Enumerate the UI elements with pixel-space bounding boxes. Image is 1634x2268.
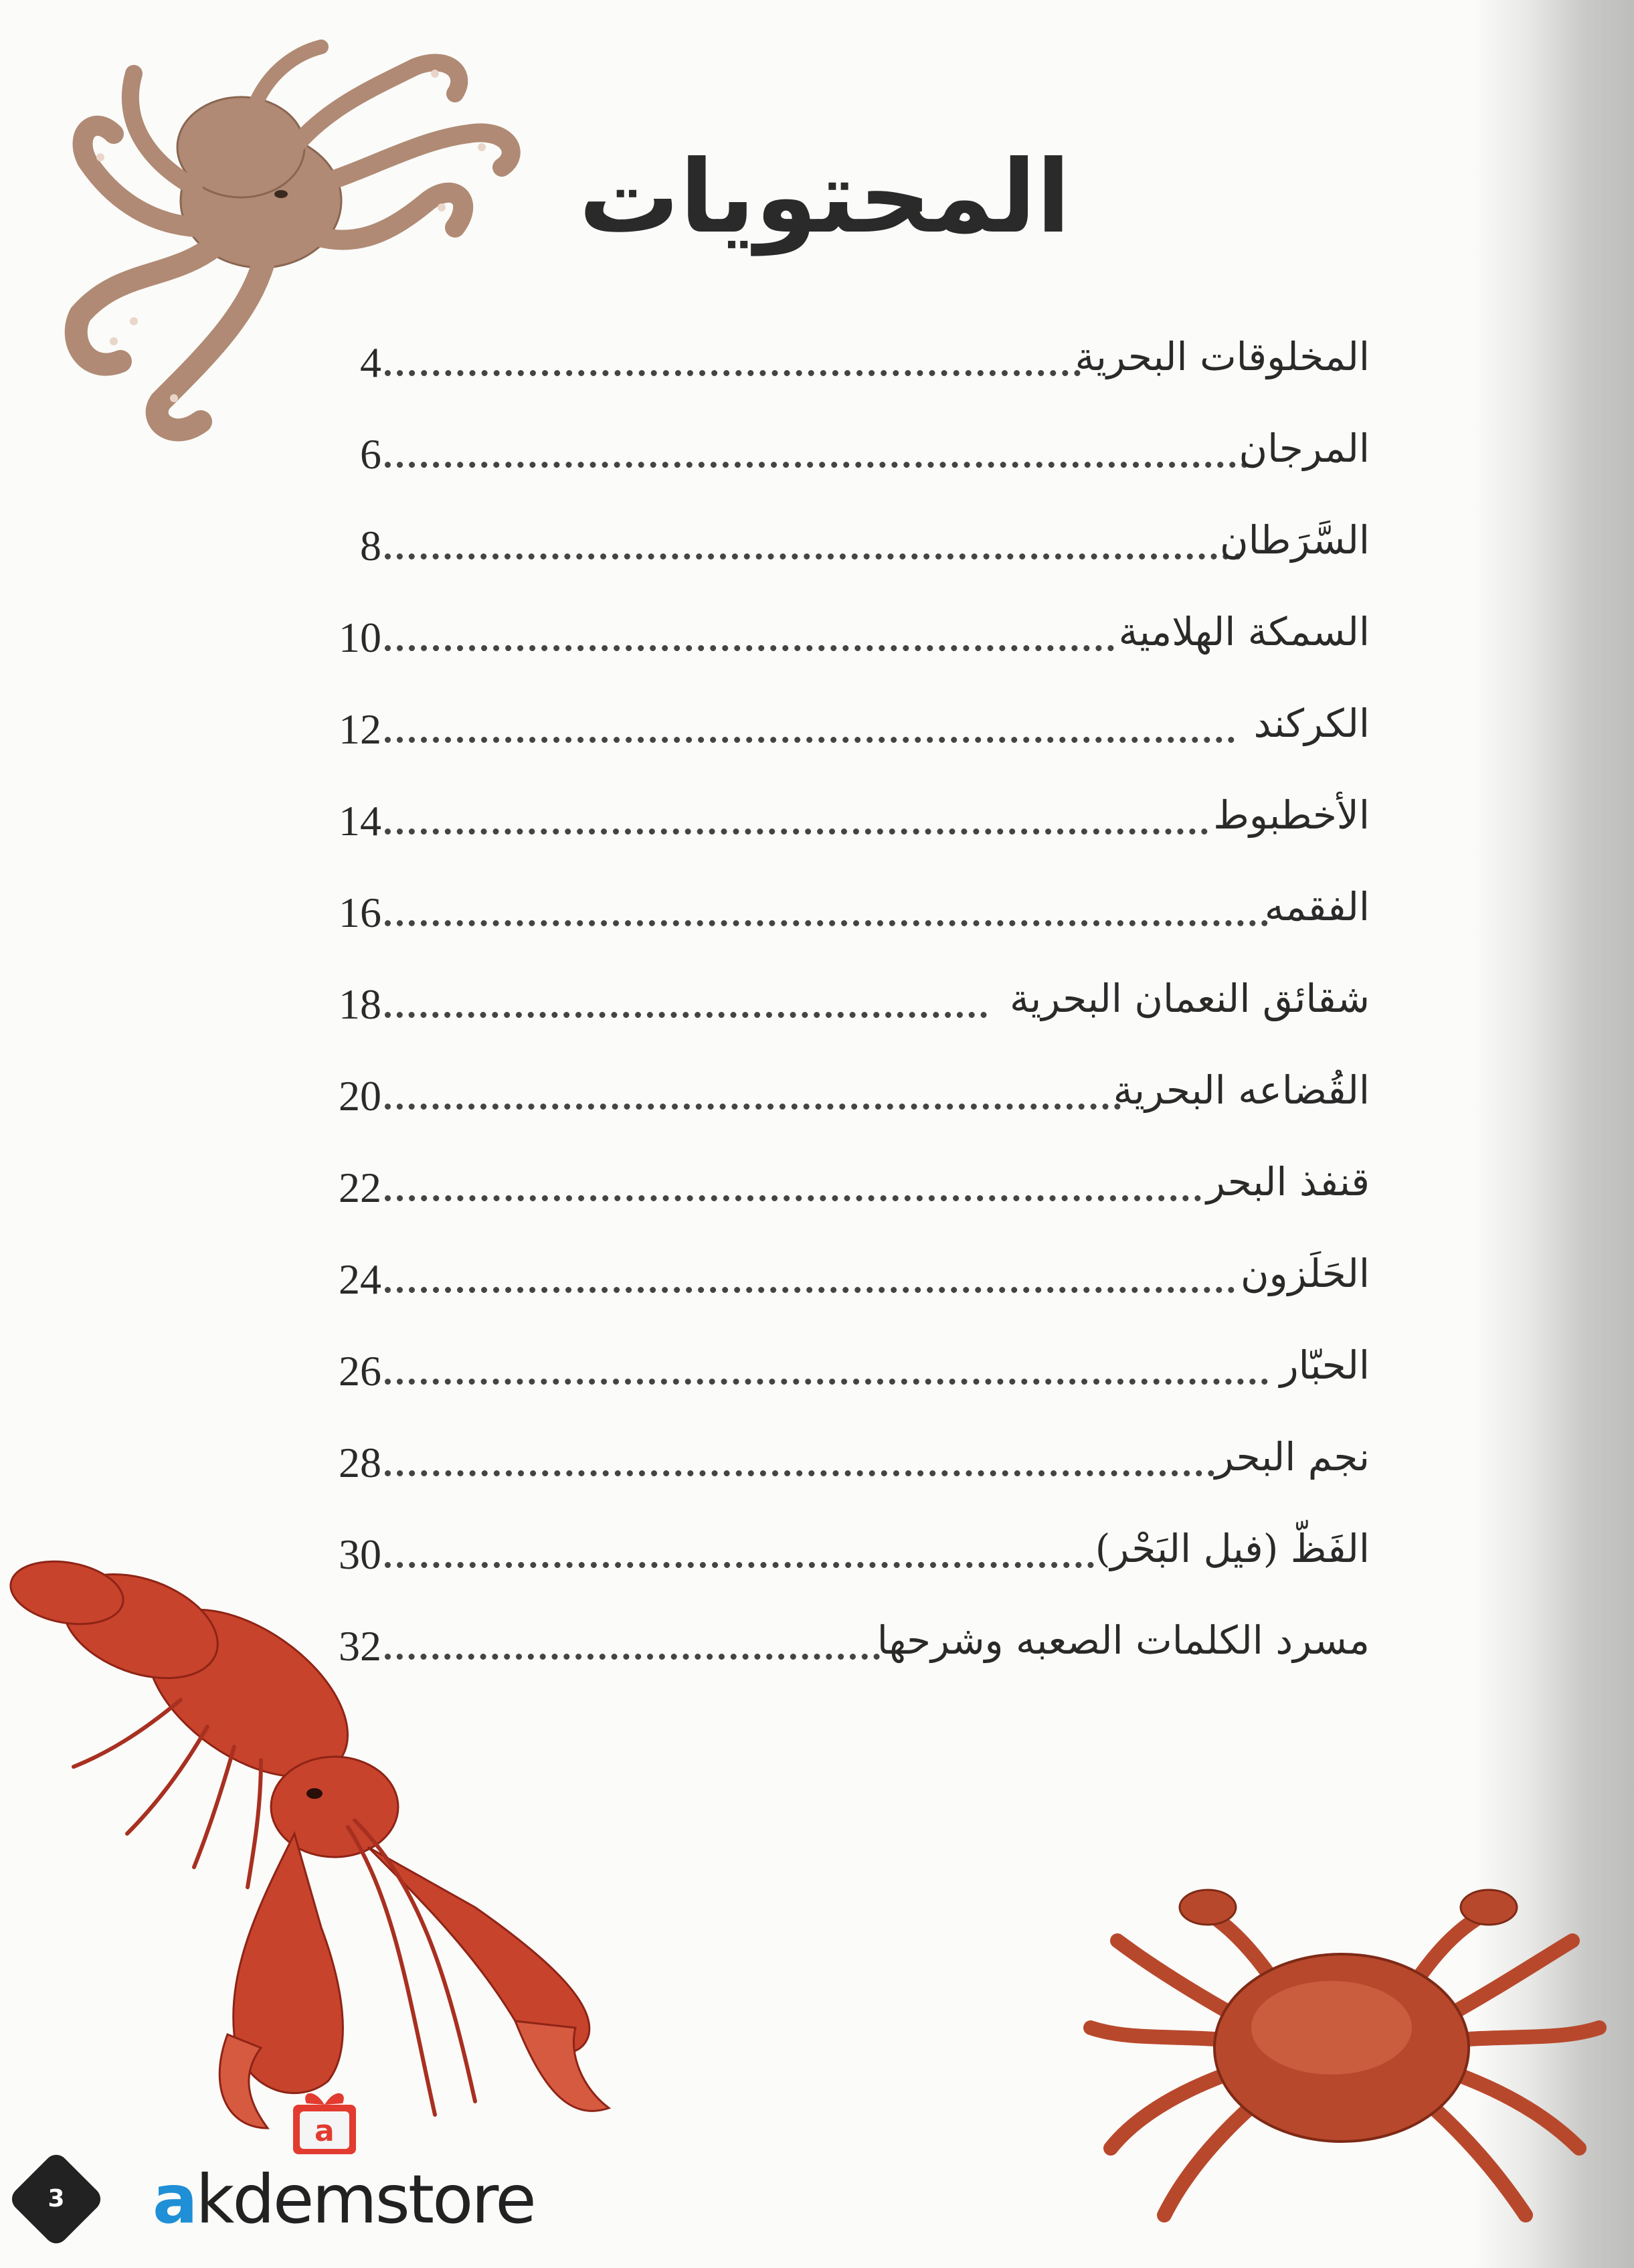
- toc-entry[interactable]: [0, 881, 1634, 948]
- toc-page-number: 6: [360, 430, 381, 478]
- toc-page-number: 26: [339, 1347, 381, 1395]
- toc-dot-leader: [385, 828, 1208, 835]
- toc-entry[interactable]: [0, 331, 1634, 398]
- toc-entry[interactable]: [0, 1431, 1634, 1498]
- toc-dot-leader: [385, 920, 1268, 926]
- toc-dot-leader: [385, 462, 1248, 468]
- toc-page-number: 32: [339, 1622, 381, 1670]
- toc-entry[interactable]: [0, 515, 1634, 582]
- toc-entry-title: الكركند: [1253, 701, 1370, 746]
- toc-page-number: 4: [360, 339, 381, 386]
- toc-entry-title: مسرد الكلمات الصعبه وشرحها: [877, 1618, 1370, 1663]
- page-number: 3: [48, 2185, 65, 2212]
- toc-entry[interactable]: [0, 698, 1634, 765]
- toc-entry[interactable]: [0, 1156, 1634, 1223]
- lobster-illustration: [7, 1553, 622, 2142]
- crab-illustration: [1064, 1867, 1626, 2242]
- toc-entry[interactable]: [0, 1065, 1634, 1132]
- toc-dot-leader: [385, 1379, 1268, 1385]
- page-title: المحتويات: [578, 139, 1071, 256]
- toc-entry-title: الفَظّ (فيل البَحْر): [1095, 1526, 1370, 1571]
- toc-page-number: 18: [339, 980, 381, 1028]
- toc-entry-title: السمكة الهلامية: [1118, 609, 1370, 655]
- toc-page-number: 10: [339, 614, 381, 661]
- toc-dot-leader: [385, 645, 1114, 651]
- toc-entry[interactable]: [0, 423, 1634, 490]
- toc-page-number: 22: [339, 1164, 381, 1211]
- toc-entry[interactable]: [0, 790, 1634, 857]
- toc-entry-title: المخلوقات البحرية: [1075, 334, 1370, 379]
- toc-dot-leader: [385, 1012, 987, 1018]
- toc-page-number: 20: [339, 1072, 381, 1120]
- toc-page-number: 24: [339, 1255, 381, 1303]
- toc-entry-title: الفقمه: [1264, 884, 1370, 930]
- brand-logo: [153, 2160, 535, 2239]
- brand-logo-prefix: a: [153, 2160, 196, 2239]
- toc-entry-title: قنفذ البحر: [1206, 1159, 1370, 1205]
- toc-dot-leader: [385, 1195, 1201, 1201]
- brand-logo-name: kdemstore: [195, 2160, 535, 2239]
- toc-page-number: 30: [339, 1531, 381, 1578]
- toc-entry[interactable]: [0, 973, 1634, 1040]
- toc-entry-title: الحَلَزون: [1240, 1251, 1370, 1296]
- toc-entry-title: الحبّار: [1279, 1342, 1370, 1388]
- toc-page-number: 16: [339, 889, 381, 936]
- toc-dot-leader: [385, 1104, 1121, 1110]
- toc-dot-leader: [385, 1470, 1214, 1476]
- toc-dot-leader: [385, 1287, 1235, 1293]
- toc-entry[interactable]: [0, 606, 1634, 673]
- toc-entry-title: السَّرَطان: [1220, 517, 1370, 563]
- toc-entry-title: نجم البحر: [1214, 1434, 1370, 1480]
- toc-entry-title: الأخطبوط: [1213, 792, 1370, 838]
- toc-entry[interactable]: [0, 1340, 1634, 1407]
- toc-dot-leader: [385, 737, 1235, 743]
- toc-dot-leader: [385, 553, 1241, 559]
- toc-page-number: 12: [339, 705, 381, 753]
- toc-entry[interactable]: [0, 1248, 1634, 1315]
- toc-entry-title: القُضاعه البحرية: [1113, 1067, 1370, 1113]
- toc-dot-leader: [385, 370, 1081, 376]
- toc-page-number: 8: [360, 522, 381, 570]
- toc-page-number: 14: [339, 797, 381, 845]
- toc-entry-title: المرجان: [1239, 426, 1370, 471]
- toc-entry-title: شقائق النعمان البحرية: [1009, 976, 1370, 1021]
- toc-page-number: 28: [339, 1439, 381, 1486]
- brand-icon-letter: a: [314, 2114, 335, 2148]
- gift-book-icon: [288, 2085, 361, 2158]
